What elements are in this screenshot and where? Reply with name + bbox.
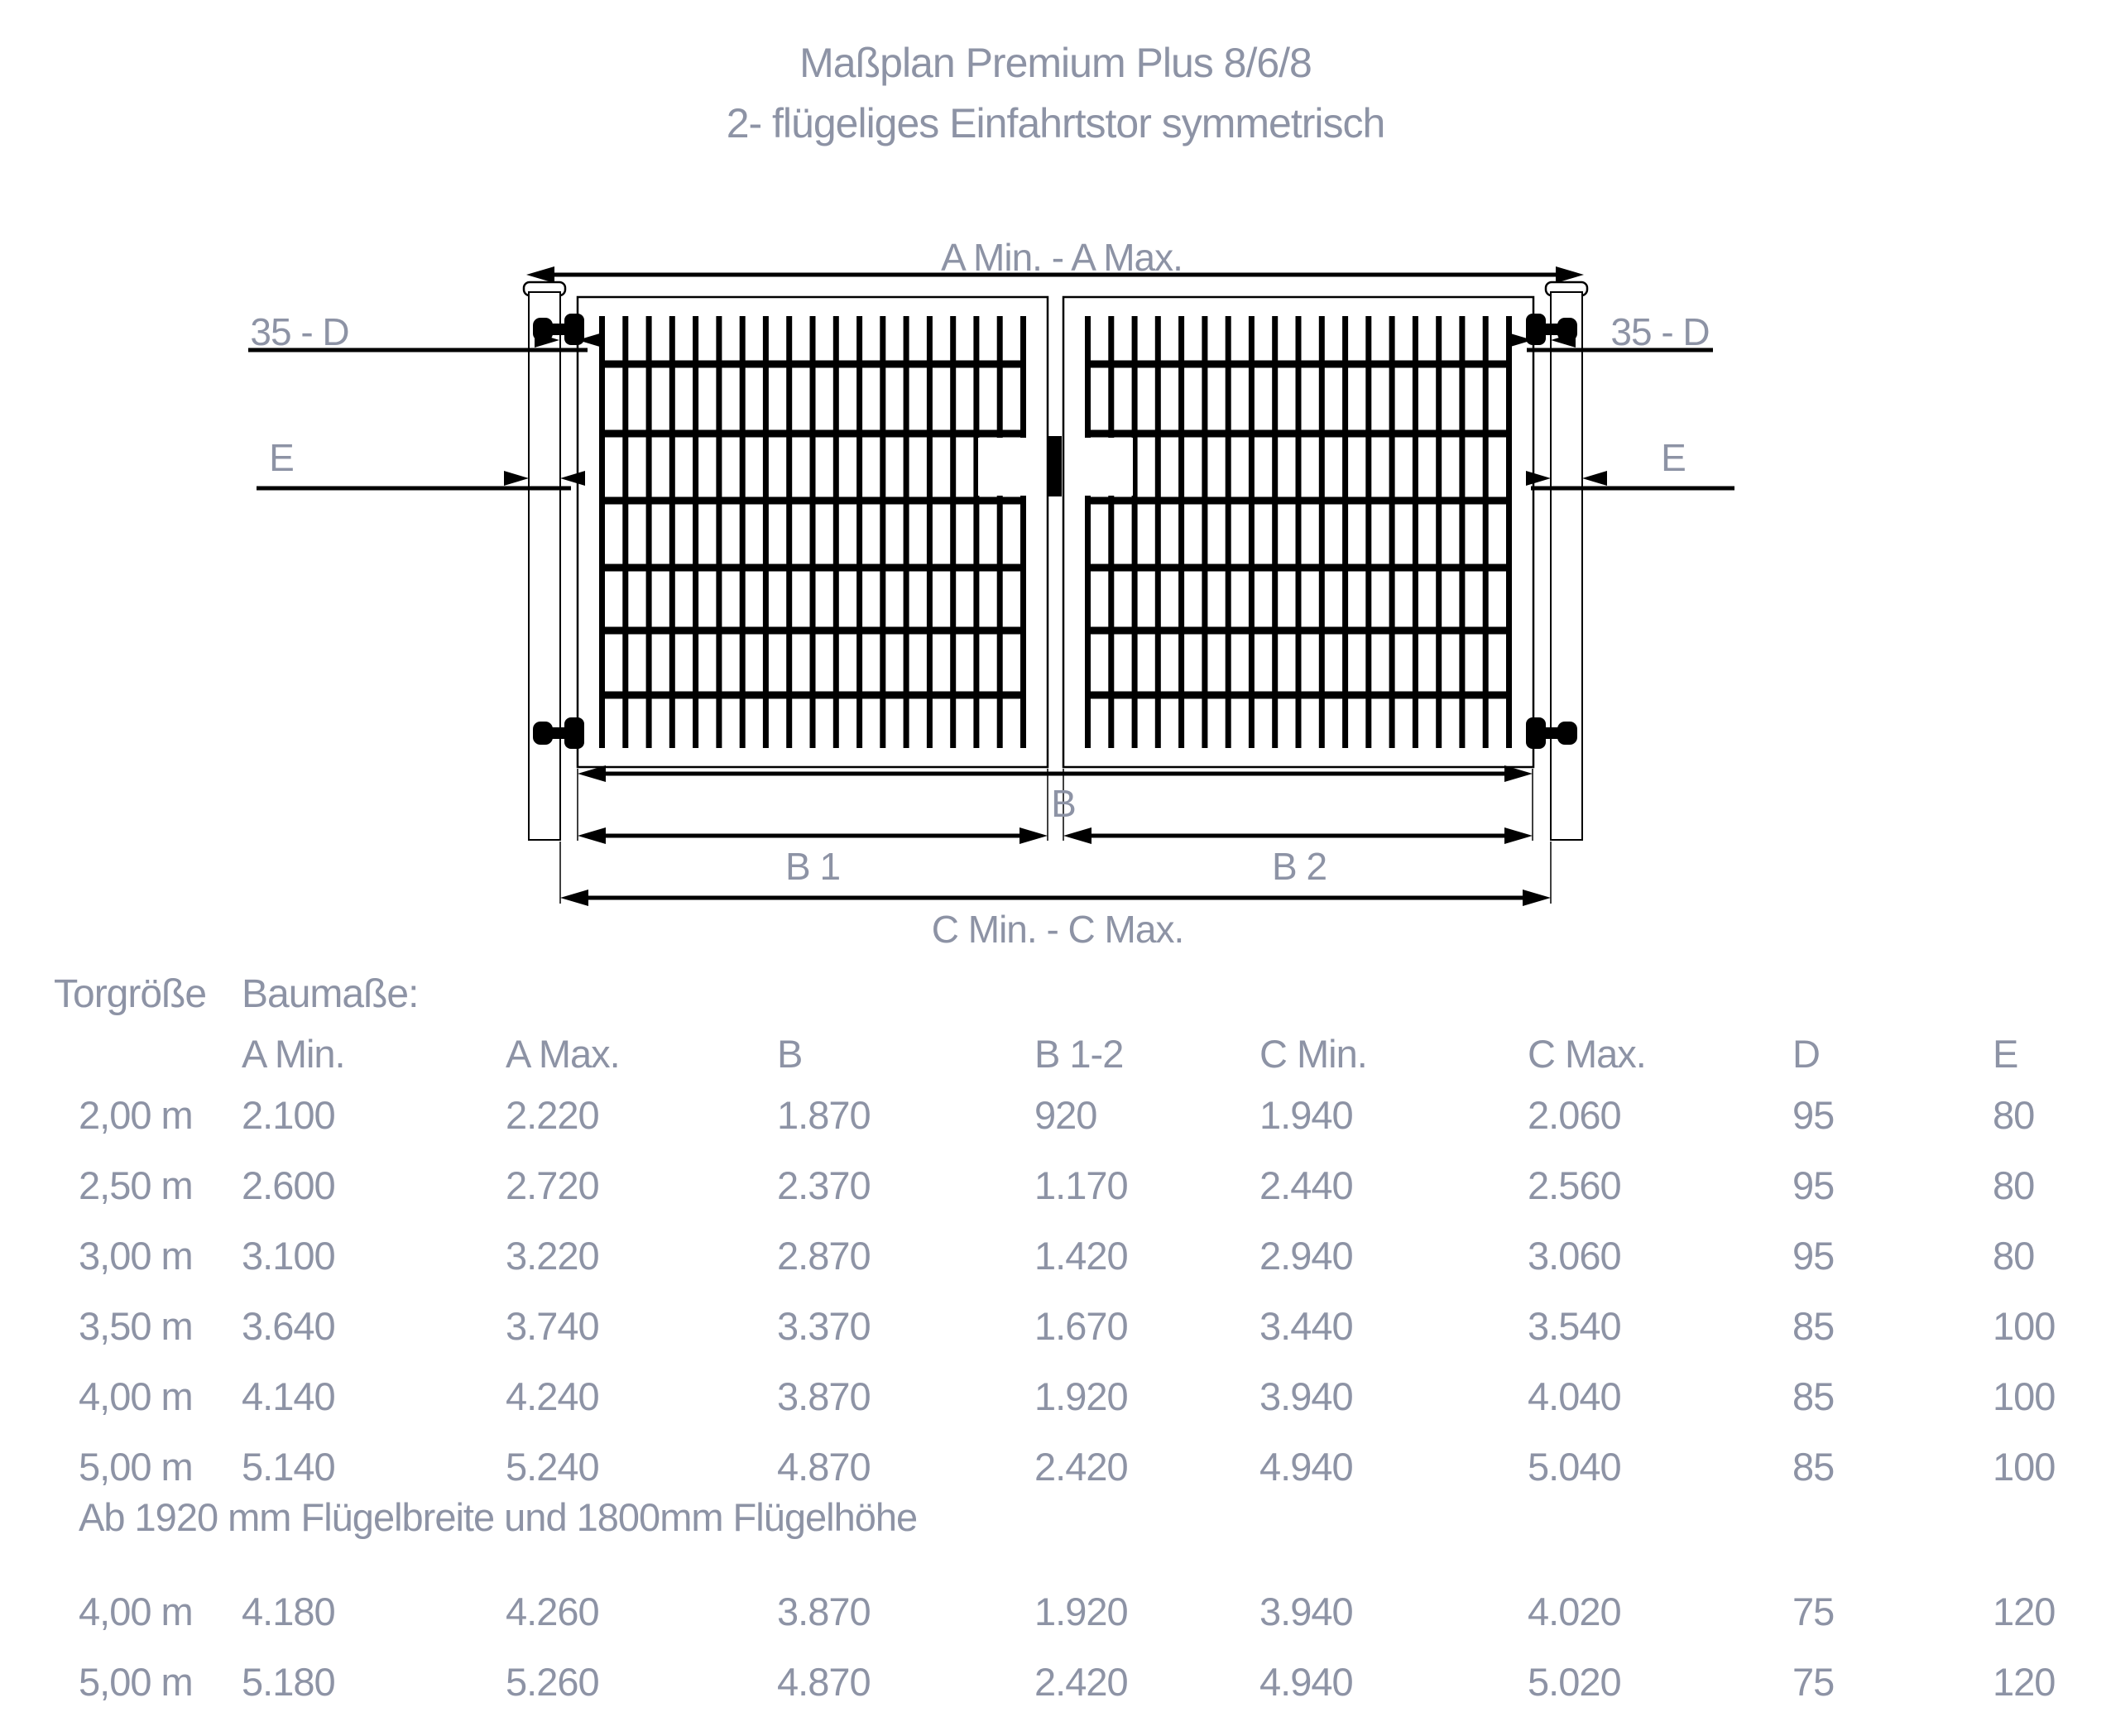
- dim-label-b1: B 1: [784, 845, 841, 888]
- table-value-cell: 100: [1993, 1374, 2056, 1418]
- table-value-cell: 80: [1993, 1234, 2035, 1278]
- table-column-header: C Min.: [1259, 1032, 1367, 1076]
- lock-bar: [1048, 436, 1062, 496]
- table-value-cell: 3.940: [1259, 1374, 1353, 1418]
- table-value-cell: 2.600: [242, 1163, 335, 1207]
- table-value-cell: 5.040: [1528, 1445, 1621, 1489]
- table-value-cell: 75: [1792, 1660, 1835, 1704]
- table-value-cell: 3.740: [506, 1304, 599, 1348]
- table-value-cell: 1.420: [1034, 1234, 1128, 1278]
- page-title-line2: 2- flügeliges Einfahrtstor symmetrisch: [726, 100, 1385, 146]
- left-post: [524, 282, 565, 840]
- table-value-cell: 75: [1792, 1590, 1835, 1633]
- table-value-cell: 120: [1993, 1660, 2056, 1704]
- gate-size-cell: 4,00 m: [79, 1590, 193, 1633]
- table-value-cell: 5.240: [506, 1445, 599, 1489]
- table-value-cell: 5.260: [506, 1660, 599, 1704]
- table-value-cell: 3.370: [777, 1304, 871, 1348]
- table-row: [0, 1233, 2111, 1278]
- dim-label-e-left: E: [269, 436, 294, 479]
- table-value-cell: 80: [1993, 1093, 2035, 1137]
- dim-label-a: A Min. - A Max.: [941, 236, 1183, 279]
- table-column-header: C Max.: [1528, 1032, 1646, 1076]
- table-value-cell: 100: [1993, 1304, 2056, 1348]
- table-row: [0, 1444, 2111, 1489]
- table-value-cell: 100: [1993, 1445, 2056, 1489]
- table-column-header: E: [1993, 1032, 2018, 1076]
- table-value-cell: 2.870: [777, 1234, 871, 1278]
- page-title-line1: Maßplan Premium Plus 8/6/8: [799, 40, 1312, 86]
- table-header-baumasse: Baumaße:: [242, 972, 419, 1016]
- dim-label-b2: B 2: [1271, 845, 1327, 888]
- table-value-cell: 2.720: [506, 1163, 599, 1207]
- table-value-cell: 4.240: [506, 1374, 599, 1418]
- gate-size-cell: 5,00 m: [79, 1660, 193, 1704]
- table-value-cell: 85: [1792, 1304, 1835, 1348]
- table-value-cell: 2.440: [1259, 1163, 1353, 1207]
- table-value-cell: 3.940: [1259, 1590, 1353, 1633]
- table-column-header: A Max.: [506, 1032, 620, 1076]
- table-value-cell: 4.180: [242, 1590, 335, 1633]
- table-column-header-row: [0, 1031, 2111, 1077]
- table-column-header: D: [1792, 1032, 1820, 1076]
- table-value-cell: 3.440: [1259, 1304, 1353, 1348]
- table-row-special: [0, 1659, 2111, 1705]
- table-value-cell: 2.060: [1528, 1093, 1621, 1137]
- table-value-cell: 3.220: [506, 1234, 599, 1278]
- table-value-cell: 1.870: [777, 1093, 871, 1137]
- gate-size-cell: 5,00 m: [79, 1445, 193, 1489]
- table-row: [0, 1374, 2111, 1419]
- table-value-cell: 95: [1792, 1093, 1835, 1137]
- table-value-cell: 920: [1034, 1093, 1097, 1137]
- table-value-cell: 3.100: [242, 1234, 335, 1278]
- table-value-cell: 4.040: [1528, 1374, 1621, 1418]
- table-value-cell: 4.260: [506, 1590, 599, 1633]
- table-value-cell: 3.870: [777, 1374, 871, 1418]
- table-value-cell: 5.140: [242, 1445, 335, 1489]
- table-column-header: A Min.: [242, 1032, 345, 1076]
- gate-size-cell: 3,50 m: [79, 1304, 193, 1348]
- table-value-cell: 3.540: [1528, 1304, 1621, 1348]
- table-value-cell: 3.870: [777, 1590, 871, 1633]
- gate-size-cell: 3,00 m: [79, 1234, 193, 1278]
- table-row: [0, 1303, 2111, 1349]
- gate-size-cell: [79, 1031, 242, 1077]
- table-note: Ab 1920 mm Flügelbreite und 1800mm Flügelhöhe: [79, 1495, 918, 1539]
- table-value-cell: 85: [1792, 1374, 1835, 1418]
- table-value-cell: 4.020: [1528, 1590, 1621, 1633]
- table-value-cell: 4.940: [1259, 1445, 1353, 1489]
- dim-label-35d-left: 35 - D: [250, 310, 349, 353]
- dim-label-35d-right: 35 - D: [1610, 310, 1710, 353]
- table-value-cell: 2.370: [777, 1163, 871, 1207]
- table-value-cell: 2.220: [506, 1093, 599, 1137]
- table-value-cell: 1.940: [1259, 1093, 1353, 1137]
- table-header-torgroesse: Torgröße: [54, 972, 207, 1016]
- table-row-special: [0, 1589, 2111, 1634]
- table-value-cell: 95: [1792, 1163, 1835, 1207]
- table-value-cell: 5.020: [1528, 1660, 1621, 1704]
- table-value-cell: 2.420: [1034, 1445, 1128, 1489]
- table-column-header: B 1-2: [1034, 1032, 1124, 1076]
- table-value-cell: 80: [1993, 1163, 2035, 1207]
- table-value-cell: 1.170: [1034, 1163, 1128, 1207]
- table-value-cell: 4.870: [777, 1445, 871, 1489]
- table-row: [0, 1163, 2111, 1208]
- table-value-cell: 4.870: [777, 1660, 871, 1704]
- dim-label-c: C Min. - C Max.: [931, 908, 1184, 951]
- table-value-cell: 2.100: [242, 1093, 335, 1137]
- table-value-cell: 4.140: [242, 1374, 335, 1418]
- dim-label-e-right: E: [1661, 436, 1686, 479]
- table-column-header: B: [777, 1032, 803, 1076]
- gate-size-cell: 4,00 m: [79, 1374, 193, 1418]
- gate-size-cell: 2,50 m: [79, 1163, 193, 1207]
- table-row: [0, 1092, 2111, 1138]
- dim-label-b: B: [1051, 782, 1076, 825]
- right-post: [1546, 282, 1587, 840]
- table-value-cell: 5.180: [242, 1660, 335, 1704]
- gate-size-cell: 2,00 m: [79, 1093, 193, 1137]
- table-value-cell: 1.920: [1034, 1374, 1128, 1418]
- table-value-cell: 3.060: [1528, 1234, 1621, 1278]
- table-value-cell: 95: [1792, 1234, 1835, 1278]
- table-value-cell: 85: [1792, 1445, 1835, 1489]
- table-value-cell: 2.420: [1034, 1660, 1128, 1704]
- table-value-cell: 2.560: [1528, 1163, 1621, 1207]
- table-value-cell: 4.940: [1259, 1660, 1353, 1704]
- table-value-cell: 1.920: [1034, 1590, 1128, 1633]
- table-value-cell: 2.940: [1259, 1234, 1353, 1278]
- table-value-cell: 3.640: [242, 1304, 335, 1348]
- table-value-cell: 120: [1993, 1590, 2056, 1633]
- table-value-cell: 1.670: [1034, 1304, 1128, 1348]
